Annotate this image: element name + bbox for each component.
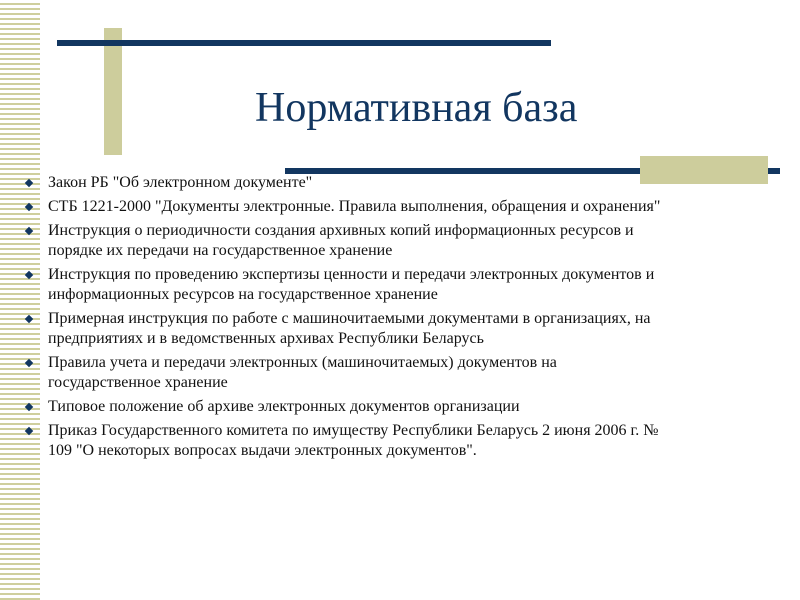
bullet-icon	[25, 427, 33, 435]
list-item	[26, 397, 800, 417]
document-list	[26, 173, 800, 465]
list-item	[26, 265, 800, 305]
bullet-icon	[25, 179, 33, 187]
list-item	[26, 353, 800, 393]
list-item-text: Закон РБ "Об электронном документе"	[48, 174, 313, 191]
list-item-text: Примерная инструкция по работе с машиночитаемыми документами в организациях, на	[48, 310, 651, 327]
list-item-text: Инструкция о периодичности создания архивных копий информационных ресурсов и	[48, 222, 634, 239]
list-item-text: Инструкция по проведению экспертизы ценности и передачи электронных документов и	[48, 266, 655, 283]
bullet-icon	[25, 359, 33, 367]
bullet-icon	[25, 271, 33, 279]
list-item	[26, 221, 800, 261]
list-item-text: информационных ресурсов на государственное хранение	[48, 286, 438, 303]
decor-block-left	[104, 28, 122, 155]
list-item-text: Правила учета и передачи электронных (машиночитаемых) документов на	[48, 354, 557, 371]
list-item	[26, 197, 800, 217]
list-item-text: Типовое положение об архиве электронных документов организации	[48, 398, 520, 415]
bullet-icon	[25, 403, 33, 411]
list-item-text: Приказ Государственного комитета по имуществу Республики Беларусь 2 июня 2006 г. №	[48, 422, 659, 439]
decor-line-top	[57, 40, 551, 46]
list-item	[26, 173, 800, 193]
page-title: Нормативная база	[255, 85, 578, 131]
list-item-text: СТБ 1221-2000 "Документы электронные. Правила выполнения, обращения и охранения"	[48, 198, 661, 215]
list-item	[26, 309, 800, 349]
list-item-text: предприятиях и в ведомственных архивах Республики Беларусь	[48, 330, 484, 347]
list-item	[26, 421, 800, 461]
bullet-icon	[25, 315, 33, 323]
bullet-icon	[25, 203, 33, 211]
bullet-icon	[25, 227, 33, 235]
list-item-text: порядке их передачи на государственное хранение	[48, 242, 393, 259]
list-item-text: 109 "О некоторых вопросах выдачи электронных документов".	[48, 442, 477, 459]
list-item-text: государственное хранение	[48, 374, 228, 391]
